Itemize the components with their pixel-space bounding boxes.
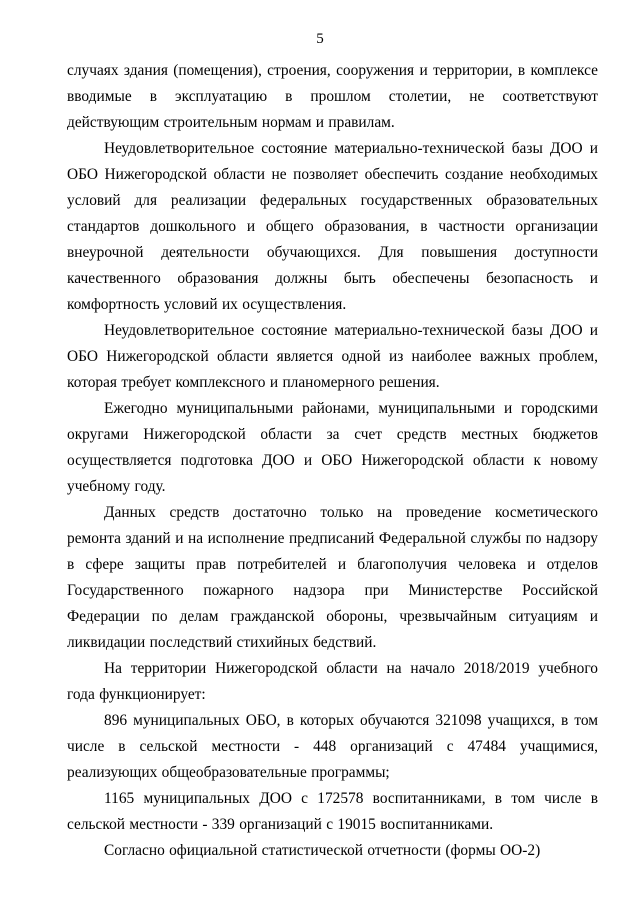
- document-body: [67, 58, 598, 864]
- list-item-paragraph: 1165 муниципальных ДОО с 172578 воспитанниками, в том числе в сельской местности - 339 организаций с 19015 воспитанниками.: [67, 790, 598, 833]
- paragraph: Согласно официальной статистической отчетности (формы ОО-2): [104, 842, 541, 859]
- paragraph: На территории Нижегородской области на начало 2018/2019 учебного года функционирует:: [67, 660, 598, 703]
- page-number: 5: [316, 31, 324, 47]
- paragraph: Ежегодно муниципальными районами, муниципальными и городскими округами Нижегородской области за счет средств местных бюджетов осуществляется подготовка ДОО и ОБО Нижегородской области к новому учебному году.: [67, 400, 598, 495]
- paragraph: Неудовлетворительное состояние материально-технической базы ДОО и ОБО Нижегородской области не позволяет обеспечить создание необходимых условий для реализации федеральных государственных образовательных стандартов дошкольного и общего образования, в частности организации внеурочной деятельности обучающихся. Для повышения доступности качественного образования должны быть обеспечены безопасность и комфортность условий их осуществления.: [67, 140, 598, 313]
- paragraph: Неудовлетворительное состояние материально-технической базы ДОО и ОБО Нижегородской области является одной из наиболее важных проблем, которая требует комплексного и планомерного решения.: [67, 322, 598, 391]
- paragraph: случаях здания (помещения), строения, сооружения и территории, в комплексе вводимые в эксплуатацию в прошлом столетии, не соответствуют действующим строительным нормам и правилам.: [67, 62, 598, 131]
- list-item-paragraph: 896 муниципальных ОБО, в которых обучаются 321098 учащихся, в том числе в сельской местности - 448 организаций с 47484 учащимися, реализующих общеобразовательные программы;: [67, 712, 598, 781]
- paragraph: Данных средств достаточно только на проведение косметического ремонта зданий и на исполнение предписаний Федеральной службы по надзору в сфере защиты прав потребителей и благополучия человека и отделов Государственного пожарного надзора при Министерстве Российской Федерации по делам гражданской обороны, чрезвычайным ситуациям и ликвидации последствий стихийных бедствий.: [67, 504, 598, 651]
